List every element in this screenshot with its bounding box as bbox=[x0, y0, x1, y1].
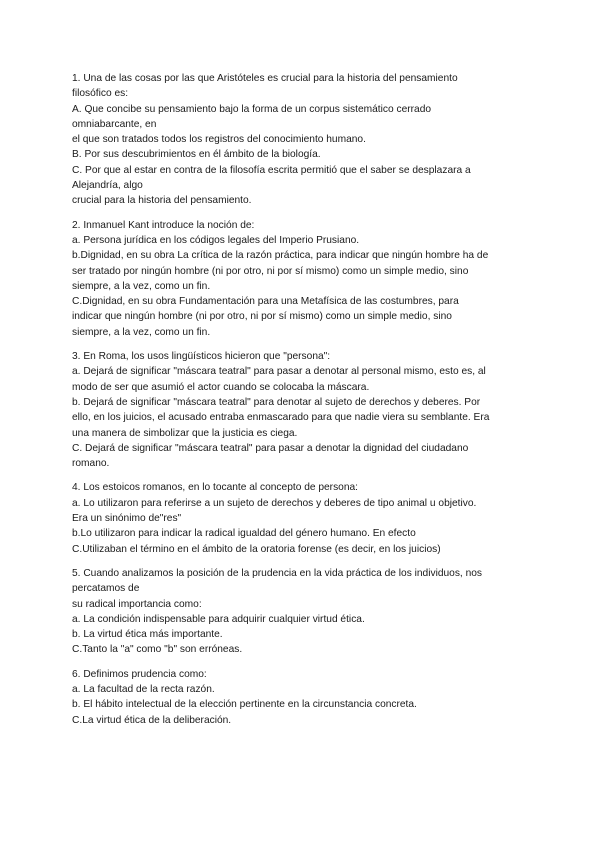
question-line: Era un sinónimo de"res" bbox=[72, 513, 182, 525]
question-text: 6. Definimos prudencia como: bbox=[72, 668, 207, 680]
question-line: una manera de simbolizar que la justicia es ciega. bbox=[72, 427, 298, 439]
question-line: indicar que ningún hombre (ni por otro, ni por sí mismo) como un simple medio, sino bbox=[72, 311, 452, 323]
question-line: B. Por sus descubrimientos en él ámbito de la biología. bbox=[72, 149, 321, 161]
question-text: 2. Inmanuel Kant introduce la noción de: bbox=[72, 219, 255, 231]
question-line: modo de ser que asumió el actor cuando se colocaba la máscara. bbox=[72, 381, 370, 393]
question-line: b. El hábito intelectual de la elección pertinente en la circunstancia concreta. bbox=[72, 699, 417, 711]
question-3 bbox=[72, 349, 542, 471]
question-2 bbox=[72, 218, 542, 340]
question-line: a. Persona jurídica en los códigos legales del Imperio Prusiano. bbox=[72, 234, 360, 246]
question-line: Alejandría, algo bbox=[72, 180, 143, 192]
question-line: ello, en los juicios, el acusado entraba enmascarado para que nadie viera su semblante. Era bbox=[72, 412, 490, 424]
questionnaire bbox=[72, 71, 542, 737]
question-line: crucial para la historia del pensamiento. bbox=[72, 195, 252, 207]
question-5 bbox=[72, 566, 542, 658]
question-line: C. Dejará de significar "máscara teatral" para pasar a denotar la dignidad del ciudadano bbox=[72, 442, 469, 454]
question-line: a. Dejará de significar "máscara teatral" para pasar a denotar al personal mismo, esto es, al bbox=[72, 366, 486, 378]
question-line: el que son tratados todos los registros del conocimiento humano. bbox=[72, 134, 366, 146]
question-line: C.Utilizaban el término en el ámbito de la oratoria forense (es decir, en los juicios) bbox=[72, 543, 441, 555]
question-line: omniabarcante, en bbox=[72, 118, 157, 130]
question-text: 4. Los estoicos romanos, en lo tocante al concepto de persona: bbox=[72, 482, 358, 494]
question-line: su radical importancia como: bbox=[72, 598, 202, 610]
question-line: siempre, a la vez, como un fin. bbox=[72, 280, 211, 292]
question-line: ser tratado por ningún hombre (ni por otro, ni por sí mismo) como un simple medio, sino bbox=[72, 265, 469, 277]
question-line: b.Dignidad, en su obra La crítica de la razón práctica, para indicar que ningún hombre ha de bbox=[72, 250, 489, 262]
question-line: C.Dignidad, en su obra Fundamentación para una Metafísica de las costumbres, para bbox=[72, 296, 459, 308]
question-line: percatamos de bbox=[72, 583, 140, 595]
question-text: 5. Cuando analizamos la posición de la prudencia en la vida práctica de los individuos, nos bbox=[72, 567, 483, 579]
question-line: a. Lo utilizaron para referirse a un sujeto de derechos y deberes de tipo animal u objetivo. bbox=[72, 497, 477, 509]
question-line: b. Dejará de significar "máscara teatral" para denotar al sujeto de derechos y deberes. Por bbox=[72, 396, 481, 408]
question-line: filosófico es: bbox=[72, 88, 129, 100]
question-line: a. La condición indispensable para adquirir cualquier virtud ética. bbox=[72, 613, 365, 625]
question-line: C.Tanto la "a" como "b" son erróneas. bbox=[72, 644, 243, 656]
question-4 bbox=[72, 480, 542, 556]
question-1 bbox=[72, 71, 542, 209]
question-6 bbox=[72, 667, 542, 728]
question-line: romano. bbox=[72, 458, 110, 470]
question-line: a. La facultad de la recta razón. bbox=[72, 683, 215, 695]
question-text: 1. Una de las cosas por las que Aristóteles es crucial para la historia del pensamiento bbox=[72, 73, 458, 84]
question-line: C. Por que al estar en contra de la filosofía escrita permitió que el saber se desplazara a bbox=[72, 164, 471, 176]
question-line: b. La virtud ética más importante. bbox=[72, 629, 223, 641]
question-line: A. Que concibe su pensamiento bajo la forma de un corpus sistemático cerrado bbox=[72, 103, 432, 115]
question-text: 3. En Roma, los usos lingüísticos hicieron que "persona": bbox=[72, 351, 331, 363]
question-line: siempre, a la vez, como un fin. bbox=[72, 326, 211, 338]
question-line: b.Lo utilizaron para indicar la radical igualdad del género humano. En efecto bbox=[72, 528, 416, 540]
question-line: C.La virtud ética de la deliberación. bbox=[72, 714, 232, 726]
